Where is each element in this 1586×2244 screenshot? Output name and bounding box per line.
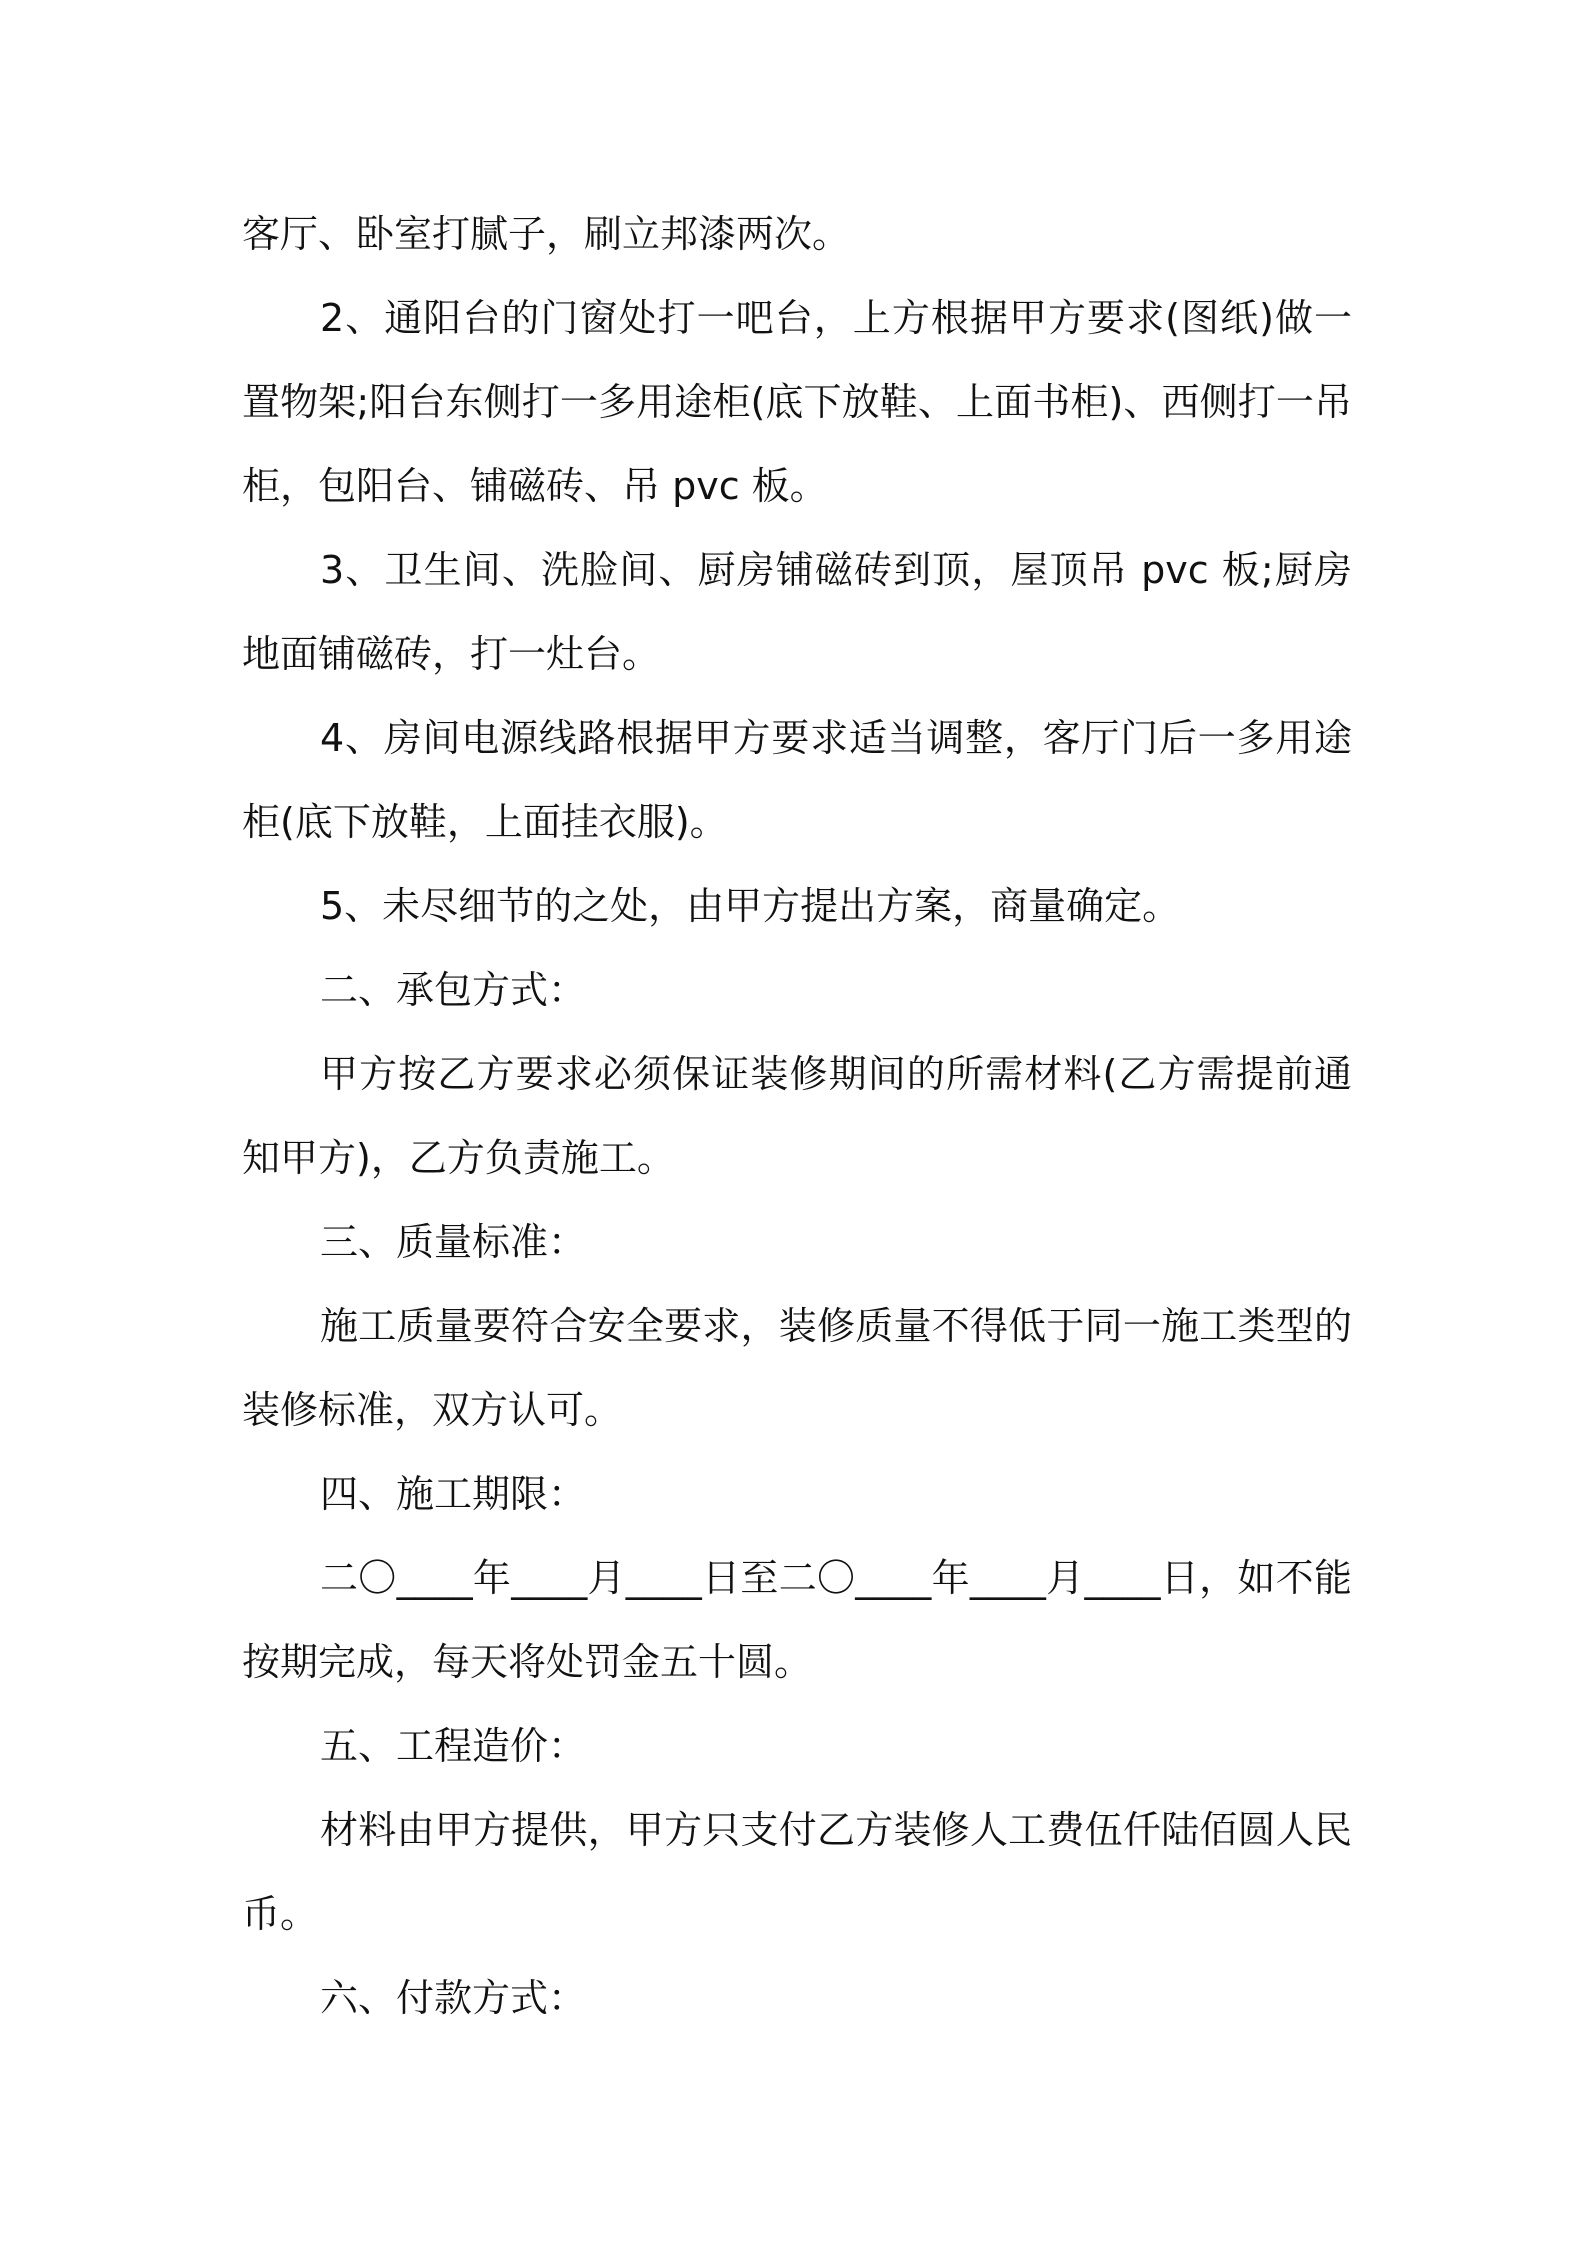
section-heading-payment-method: 六、付款方式： [320,1976,587,2020]
paragraph-1: 客厅、卧室打腻子，刷立邦漆两次。 [242,212,851,256]
paragraph-project-cost: 材料由甲方提供，甲方只支付乙方装修人工费伍仟陆佰圆人民币。 [242,1808,1352,1936]
paragraph-5: 5、未尽细节的之处，由甲方提出方案，商量确定。 [320,884,1181,928]
paragraph-3: 3、卫生间、洗脸间、厨房铺磁砖到顶，屋顶吊 pvc 板;厨房地面铺磁砖，打一灶台。 [242,548,1352,676]
paragraph-construction-period: 二〇____年____月____日至二〇____年____月____日，如不能按期完成，每天将处罚金五十圆。 [242,1556,1352,1684]
document-body [242,192,1352,2040]
paragraph-quality-standard: 施工质量要符合安全要求，装修质量不得低于同一施工类型的装修标准，双方认可。 [242,1304,1352,1432]
paragraph-4: 4、房间电源线路根据甲方要求适当调整，客厅门后一多用途柜(底下放鞋，上面挂衣服)。 [242,716,1352,844]
section-heading-contract-method: 二、承包方式： [320,968,587,1012]
section-heading-construction-period: 四、施工期限： [320,1472,587,1516]
section-heading-quality-standard: 三、质量标准： [320,1220,587,1264]
section-heading-project-cost: 五、工程造价： [320,1724,587,1768]
paragraph-contract-method: 甲方按乙方要求必须保证装修期间的所需材料(乙方需提前通知甲方)，乙方负责施工。 [242,1052,1352,1180]
paragraph-2: 2、通阳台的门窗处打一吧台，上方根据甲方要求(图纸)做一置物架;阳台东侧打一多用途柜(底下放鞋、上面书柜)、西侧打一吊柜，包阳台、铺磁砖、吊 pvc 板。 [242,296,1352,508]
